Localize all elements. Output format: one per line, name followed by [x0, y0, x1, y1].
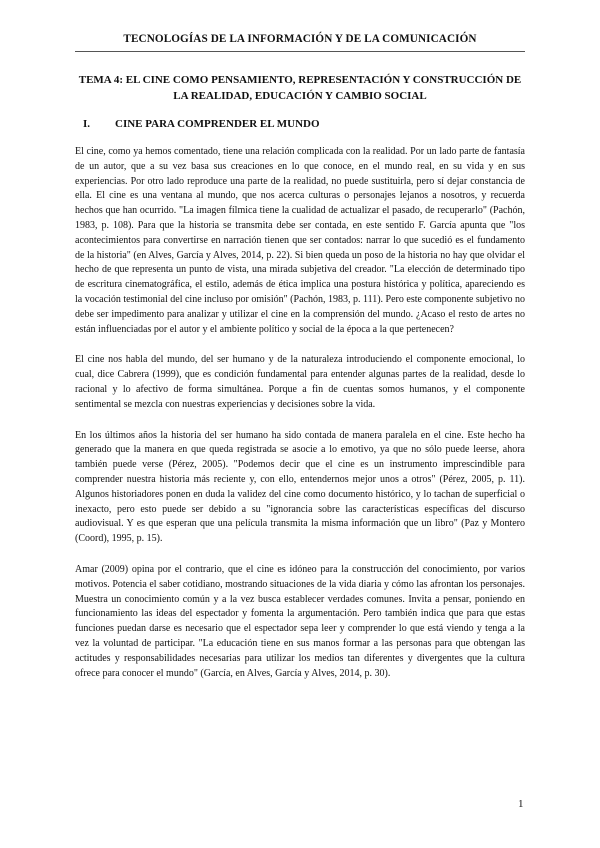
running-header: TECNOLOGÍAS DE LA INFORMACIÓN Y DE LA COMUNICACIÓN — [123, 33, 477, 45]
paragraph: El cine nos habla del mundo, del ser humano y de la naturaleza introduciendo el componente emocional, lo cual, dice Cabrera (1999), que es condición fundamental para entender algunas partes de la realidad, desde lo racional y lo afectivo de forma simultánea. Porque a fin de cuentas somos humanos, y el componente sentimental se mezcla con nuestras experiencias y decisiones sobre la vida. — [75, 354, 525, 410]
paragraph: Amar (2009) opina por el contrario, que el cine es idóneo para la construcción del conocimiento, por varios motivos. Potencia el saber cotidiano, mostrando situaciones de la vida diaria y cómo las afrontan los personajes. Muestra un conocimiento común y a la vez busca establecer verdades comunes. Invita a pensar, poniendo en funcionamiento las ideas del espectador y fomenta la argumentación. Pero también indica que para que estas funciones puedan darse es necesario que el espectador sepa leer y comprender lo que está viendo y tenga a la vez la voluntad de participar. "La educación tiene en sus manos formar a las personas para que obtengan las actitudes y responsabilidades necesarias para utilizar los medios tan diferentes y divergentes que la cultura ofrece para conocer el mundo" (García, en Alves, García y Alves, 2014, p. 30). — [75, 563, 525, 679]
body-text — [75, 145, 525, 697]
page-number: 1 — [518, 798, 524, 810]
header-divider — [75, 51, 525, 52]
paragraph: El cine, como ya hemos comentado, tiene una relación complicada con la realidad. Por un lado parte de fantasía de un autor, que a su vez basa sus creaciones en lo que conoce, en el mundo real, en su vida y en sus experiencias. Por otro lado reproduce una parte de la realidad, no puede sustituirla, pero sí dejar constancia de ella. El cine es una ventana al mundo, que nos acerca culturas o personajes lejanos a nosotros, y recuerda hechos que han ocurrido. "La imagen fílmica tiene la cualidad de actualizar el pasado, de recuperarlo" (Pachón, 1983, p. 108). Para que la historia se transmita debe ser contada, en este sentido F. García apunta que "los acontecimientos para convertirse en narración tienen que ser contados: narrar lo que sucedió es el fundamento de la historia" (en Alves, García y Alves, 2014, p. 22). Si bien queda un poso de la historia no hay que olvidar el hecho de que representa un punto de vista, una mirada subjetiva del creador. "La elección de determinado tipo de escritura cinematográfica, el estilo, además de ética implica una postura histórica y política, apareciendo es la vocación testimonial del cine incluso por omisión" (Pachón, 1983, p. 111). Pero este componente subjetivo no debe ser impedimento para analizar y utilizar el cine en la comprensión del mundo. ¿Acaso el resto de artes no están influenciadas por el autor y el ambiente político y social de la época a la que pertenecen? — [75, 146, 525, 335]
section-heading — [75, 118, 525, 130]
paragraph: En los últimos años la historia del ser humano ha sido contada de manera paralela en el cine. Este hecho ha generado que la manera en que queda registrada se asocie a lo emotivo, ya que no sólo puede leerse, ahora también puede verse (Pérez, 2005). "Podemos decir que el cine es un instrumento imprescindible para comprender nuestra historia más reciente y, con ello, entendernos mejor unos a otros" (Pérez, 2005, p. 11). Algunos historiadores ponen en duda la validez del cine como documento histórico, y lo tachan de superficial o inexacto, pero esto puede ser debido a su "ignorancia sobre las características específicas del discurso audiovisual. Y es que esperan que una película transmita la misma información que un libro" (Paz y Montero (Coord), 1995, p. 15). — [75, 429, 525, 545]
section-number: I. — [83, 118, 91, 130]
section-title: CINE PARA COMPRENDER EL MUNDO — [115, 118, 320, 130]
chapter-title: TEMA 4: EL CINE COMO PENSAMIENTO, REPRESENTACIÓN Y CONSTRUCCIÓN DE LA REALIDAD, EDUCACIÓN Y CAMBIO SOCIAL — [78, 74, 522, 102]
